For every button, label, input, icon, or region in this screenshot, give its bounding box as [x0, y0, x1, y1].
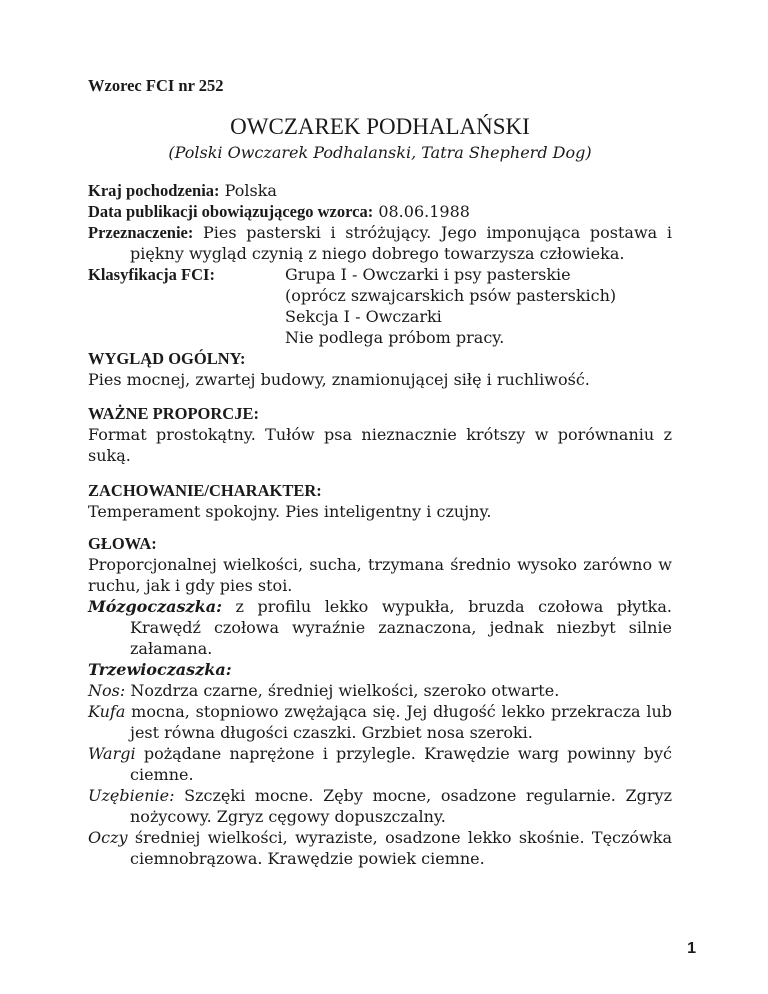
purpose-value: Pies pasterski i stróżujący. Jego imponująca postawa i piękny wygląd czynią z niego dobrego towarzysza człowieka. [130, 223, 672, 263]
section-text: Proporcjonalnej wielkości, sucha, trzymana średnio wysoko zarówno w ruchu, jak i gdy pies stoi. [88, 555, 672, 595]
teeth-text: Szczęki mocne. Zęby mocne, osadzone regularnie. Zgryz nożycowy. Zgryz cęgowy dopuszczalny. [130, 786, 672, 826]
classification-value [285, 264, 672, 348]
section-heading: WYGLĄD OGÓLNY: [88, 349, 246, 368]
page-title: OWCZAREK PODHALAŃSKI [230, 114, 530, 139]
nose-paragraph [88, 680, 672, 701]
classification-line: (oprócz szwajcarskich psów pasterskich) [285, 286, 617, 305]
eyes-text: średniej wielkości, wyraziste, osadzone lekko skośnie. Tęczówka ciemnobrązowa. Krawędzie powiek ciemne. [130, 828, 672, 868]
skull-text: z profilu lekko wypukła, bruzda czołowa płytka. Krawędź czołowa wyraźnie zaznaczona, jednak niezbyt silnie załamana. [130, 597, 672, 658]
section-text: Format prostokątny. Tułów psa nieznacznie krótszy w porównaniu z suką. [88, 425, 672, 465]
nose-text: Nozdrza czarne, średniej wielkości, szeroko otwarte. [130, 681, 560, 700]
date-label: Data publikacji obowiązującego wzorca: [88, 202, 374, 221]
purpose-label: Przeznaczenie: [88, 223, 194, 242]
date-value: 08.06.1988 [378, 202, 470, 221]
section-text: Temperament spokojny. Pies inteligentny i czujny. [88, 502, 492, 521]
teeth-label: Uzębienie: [88, 786, 175, 805]
origin-value: Polska [224, 181, 277, 200]
muzzle-text: mocna, stopniowo zwężająca się. Jej długość lekko przekracza lub jest równa długości czaszki. Grzbiet nosa szeroki. [130, 702, 672, 742]
origin-line [88, 180, 672, 201]
classification-line: Grupa I - Owczarki i psy pasterskie [285, 265, 571, 284]
section-heading: ZACHOWANIE/CHARAKTER: [88, 481, 322, 500]
section-behaviour [88, 480, 672, 522]
eyes-label: Oczy [88, 828, 128, 847]
lips-paragraph [88, 743, 672, 785]
section-general [88, 348, 672, 390]
classification-line: Nie podlega próbom pracy. [285, 328, 505, 347]
purpose-line [88, 222, 672, 264]
muzzle-label: Kufa [88, 702, 126, 721]
section-text: Pies mocnej, zwartej budowy, znamionującej siłę i ruchliwość. [88, 370, 590, 389]
classification-row [88, 264, 672, 347]
origin-label: Kraj pochodzenia: [88, 181, 220, 200]
facial-region-label: Trzewioczaszka: [88, 660, 232, 679]
date-line [88, 201, 672, 222]
eyes-paragraph [88, 827, 672, 869]
section-heading: WAŻNE PROPORCJE: [88, 404, 259, 423]
classification-line: Sekcja I - Owczarki [285, 307, 442, 326]
lips-text: pożądane naprężone i przylegle. Krawędzie warg powinny być ciemne. [130, 744, 672, 784]
lips-label: Wargi [88, 744, 136, 763]
page-subtitle: (Polski Owczarek Podhalanski, Tatra Shepherd Dog) [168, 143, 592, 162]
section-proportions [88, 403, 672, 466]
page-number: 1 [687, 940, 696, 957]
nose-label: Nos: [88, 681, 126, 700]
teeth-paragraph [88, 785, 672, 827]
standard-number: Wzorec FCI nr 252 [88, 76, 224, 95]
section-head [88, 533, 672, 869]
muzzle-paragraph [88, 701, 672, 743]
info-block [88, 180, 672, 347]
skull-paragraph [88, 596, 672, 659]
skull-label: Mózgoczaszka: [88, 597, 222, 616]
section-heading: GŁOWA: [88, 534, 157, 553]
classification-label: Klasyfikacja FCI: [88, 265, 215, 284]
